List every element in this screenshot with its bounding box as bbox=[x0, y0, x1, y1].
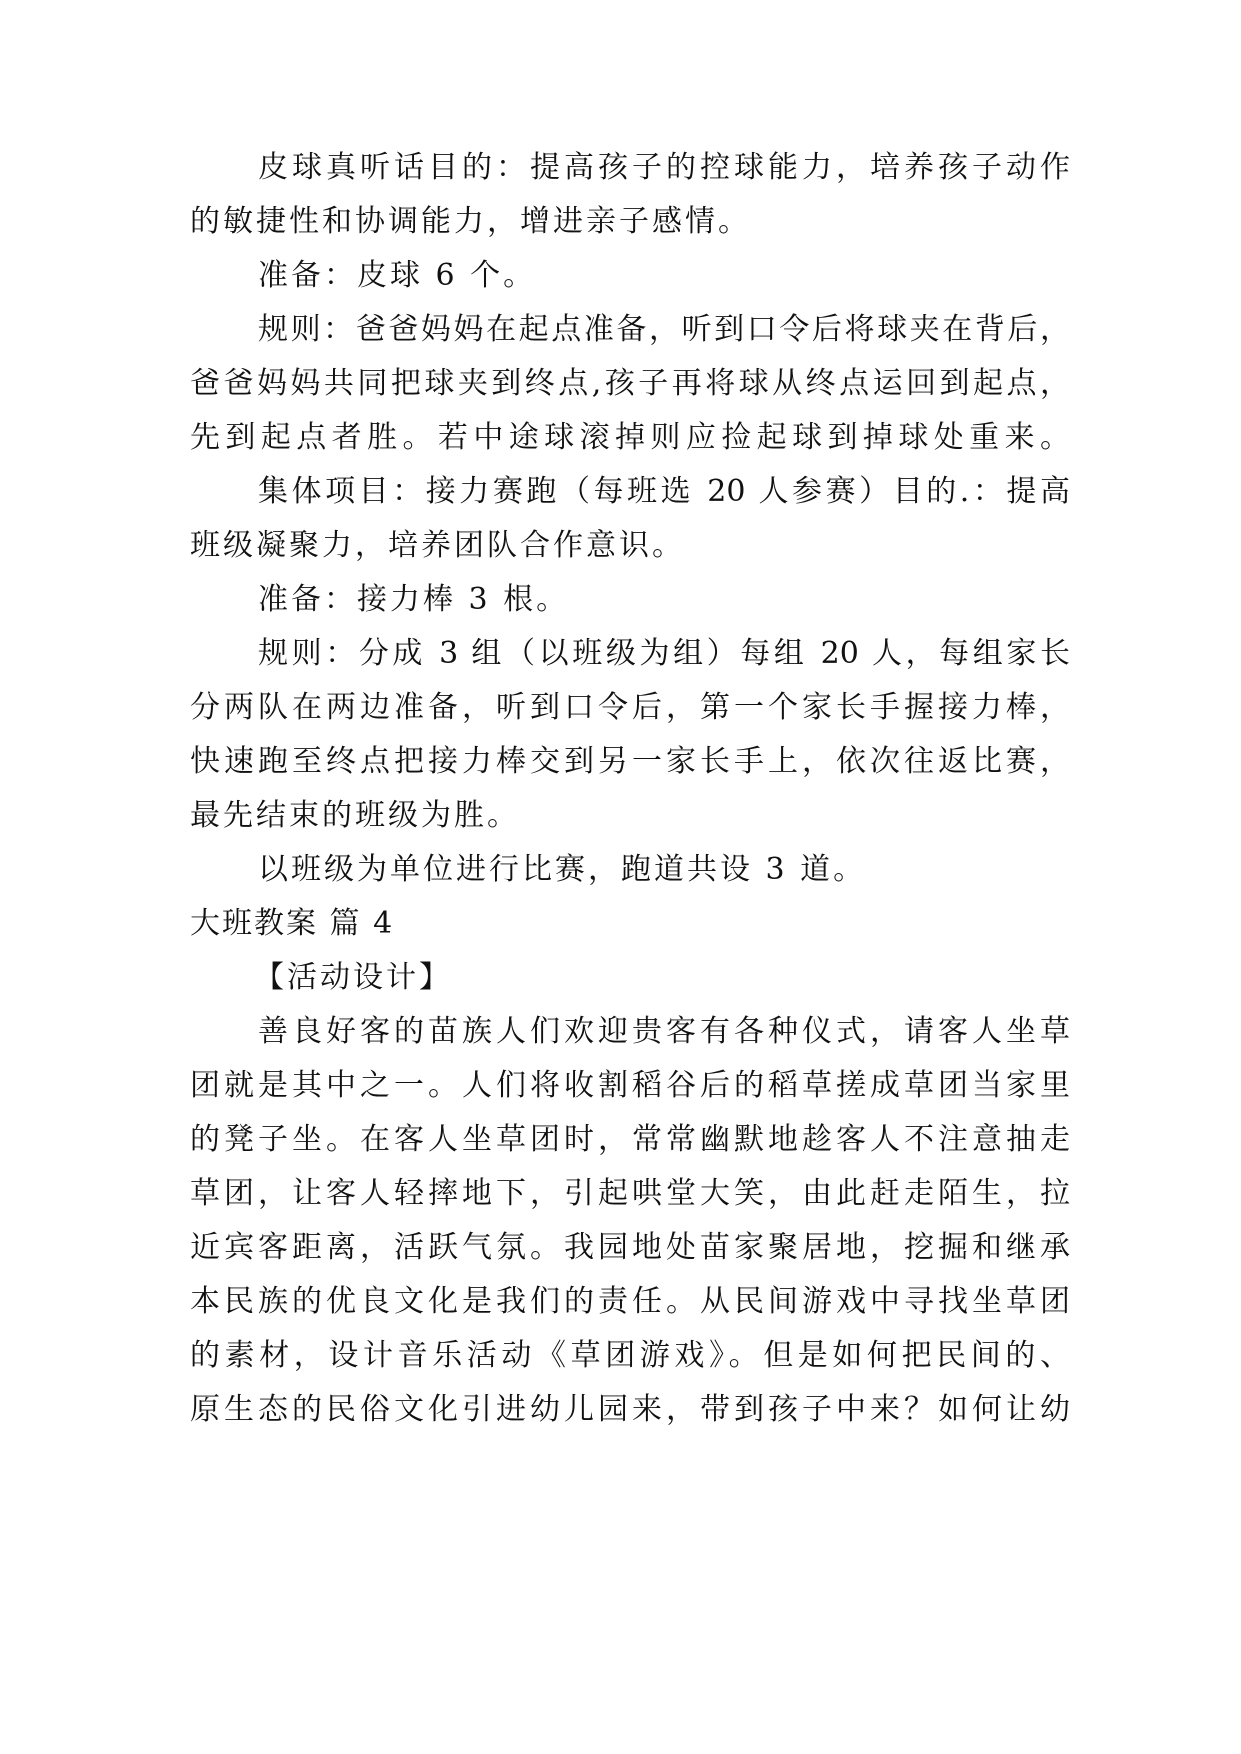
paragraph-line: 的素材，设计音乐活动《草团游戏》。但是如何把民间的、 bbox=[190, 1338, 1070, 1373]
paragraph-line: 准备：接力棒 3 根。 bbox=[258, 582, 570, 617]
paragraph-line: 规则：爸爸妈妈在起点准备，听到口令后将球夹在背后， bbox=[258, 312, 1070, 347]
paragraph-line: 快速跑至终点把接力棒交到另一家长手上，依次往返比赛， bbox=[190, 744, 1070, 779]
paragraph-line: 皮球真听话目的：提高孩子的控球能力，培养孩子动作 bbox=[258, 150, 1070, 185]
paragraph-line: 团就是其中之一。人们将收割稻谷后的稻草搓成草团当家里 bbox=[190, 1068, 1070, 1103]
paragraph-line: 规则：分成 3 组（以班级为组）每组 20 人，每组家长 bbox=[258, 636, 1070, 671]
subsection-heading: 【活动设计】 bbox=[254, 960, 452, 995]
paragraph-line: 班级凝聚力，培养团队合作意识。 bbox=[190, 528, 685, 563]
paragraph-line: 分两队在两边准备，听到口令后，第一个家长手握接力棒， bbox=[190, 690, 1070, 725]
paragraph-line: 原生态的民俗文化引进幼儿园来，带到孩子中来？如何让幼 bbox=[190, 1392, 1070, 1427]
paragraph-line: 集体项目：接力赛跑（每班选 20 人参赛）目的.：提高 bbox=[258, 474, 1070, 509]
paragraph-line: 以班级为单位进行比赛，跑道共设 3 道。 bbox=[258, 852, 867, 887]
paragraph-line: 近宾客距离，活跃气氛。我园地处苗家聚居地，挖掘和继承 bbox=[190, 1230, 1070, 1265]
paragraph-line: 的敏捷性和协调能力，增进亲子感情。 bbox=[190, 204, 751, 239]
paragraph-line: 草团，让客人轻摔地下，引起哄堂大笑，由此赶走陌生，拉 bbox=[190, 1176, 1070, 1211]
paragraph-line: 善良好客的苗族人们欢迎贵客有各种仪式，请客人坐草 bbox=[258, 1014, 1070, 1049]
paragraph-line: 爸爸妈妈共同把球夹到终点,孩子再将球从终点运回到起点， bbox=[190, 366, 1070, 401]
paragraph-line: 的凳子坐。在客人坐草团时，常常幽默地趁客人不注意抽走 bbox=[190, 1122, 1070, 1157]
section-heading: 大班教案 篇 4 bbox=[190, 906, 395, 941]
paragraph-line: 准备：皮球 6 个。 bbox=[258, 258, 537, 293]
paragraph-line: 先到起点者胜。若中途球滚掉则应捡起球到掉球处重来。 bbox=[190, 420, 1070, 455]
paragraph-line: 本民族的优良文化是我们的责任。从民间游戏中寻找坐草团 bbox=[190, 1284, 1070, 1319]
paragraph-line: 最先结束的班级为胜。 bbox=[190, 798, 520, 833]
